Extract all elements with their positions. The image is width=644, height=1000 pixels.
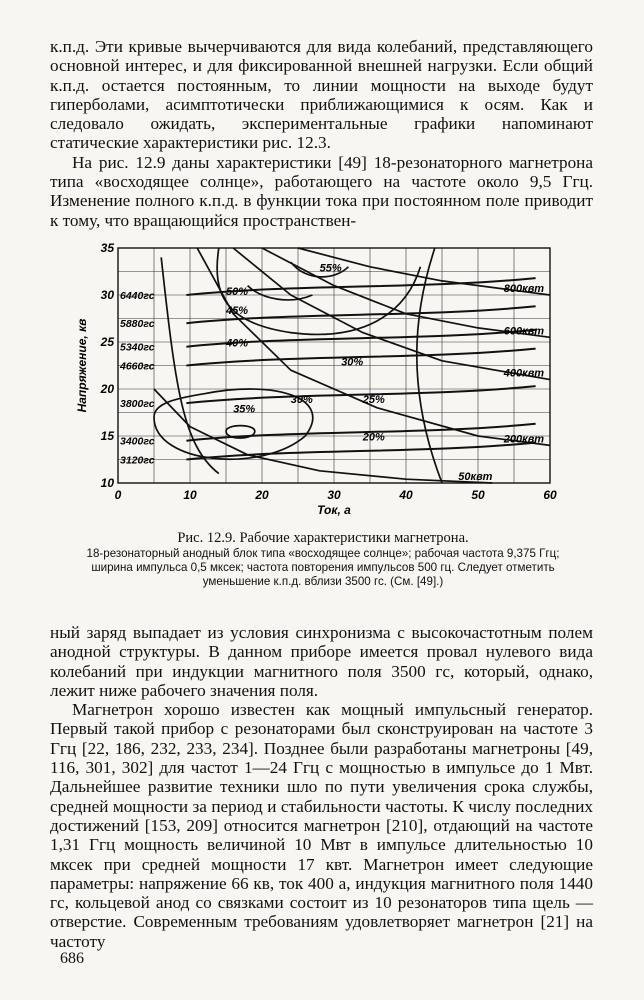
power-line-label: 200квт: [503, 433, 544, 446]
operating-characteristics-chart: [75, 238, 578, 528]
y-tick-label: 25: [100, 335, 114, 349]
power-line-label: 800квт: [503, 283, 544, 295]
page-number: 686: [60, 950, 84, 967]
efficiency-label: 35%: [233, 403, 256, 416]
field-line-label: 5340гс: [120, 341, 155, 354]
efficiency-label: 45%: [226, 304, 249, 317]
field-line-label: 5880гс: [120, 318, 155, 331]
x-tick-label: 50: [471, 488, 485, 502]
x-tick-label: 30: [327, 488, 341, 502]
efficiency-label: 25%: [362, 394, 385, 407]
efficiency-label: 40%: [226, 337, 249, 350]
power-line-label: 400квт: [503, 367, 544, 380]
y-axis-label: Напряжение, кв: [75, 318, 89, 413]
x-tick-label: 10: [183, 488, 197, 502]
x-axis-label: Ток, а: [317, 503, 351, 517]
x-tick-label: 60: [543, 488, 557, 502]
efficiency-label: 30%: [341, 356, 364, 369]
y-tick-label: 30: [100, 288, 114, 302]
figure-caption: Рис. 12.9. Рабочие характеристики магнетрона.: [177, 530, 469, 546]
figure-caption-note: 18-резонаторный анодный блок типа «восходящее солнце»; рабочая частота 9,375 Ггц; ширина импульса 0,5 мксек; частота повторения импульсов 500 гц. Следует отметить уменьшение к.п.д. вблизи 3500 гс. (См. [49].): [86, 547, 560, 588]
x-tick-label: 0: [114, 488, 122, 502]
paragraph: На рис. 12.9 даны характеристики [49] 18-резонаторного магнетрона типа «восходящее солнце», работающего на частоте около 9,5 Ггц. Изменение полного к.п.д. в функции тока при постоянном поле приводит к тому, что вращающийся пространствен-: [50, 152, 593, 230]
y-tick-label: 10: [100, 476, 114, 490]
top-text: [50, 37, 593, 230]
x-tick-label: 20: [255, 488, 269, 502]
efficiency-label: 55%: [319, 262, 342, 275]
efficiency-label: 20%: [362, 431, 385, 444]
x-tick-label: 40: [399, 488, 413, 502]
y-tick-label: 35: [100, 241, 114, 255]
bottom-text: [50, 623, 593, 951]
paragraph: к.п.д. Эти кривые вычерчиваются для вида колебаний, представляющего основной интерес, и для фиксированной внешней нагрузки. Если общий к.п.д. остается постоянным, то линии мощности на выходе будут гиперболами, асимптотически приближающимися к осям. Как и следовало ожидать, экспериментальные графики напоминают статические характеристики рис. 12.3.: [50, 37, 593, 153]
y-tick-label: 15: [100, 429, 114, 443]
efficiency-label: 30%: [290, 394, 313, 407]
paragraph: Магнетрон хорошо известен как мощный импульсный генератор. Первый такой прибор с резонаторами был сконструирован на частоте 3 Ггц [22, 186, 232, 233, 234]. Позднее были разработаны магнетроны [49, 116, 301, 302] для частот 1—24 Ггц с мощностью в импульсе до 1 Мвт. Дальнейшее развитие техники шло по пути увеличения срока службы, средней мощности за период и стабильности частоты. К числу последних достижений [153, 209] относится магнетрон [210], отдающий на частоте 1,31 Ггц мощность величиной 10 Мвт в импульсе длительностью 10 мксек при средней мощности 17 квт. Магнетрон имеет следующие параметры: напряжение 66 кв, ток 400 а, индукция магнитного поля 1440 гс, кольцевой анод со связками состоит из 10 резонаторов типа щель — отверстие. Современным требованиям удовлетворяет магнетрон [21] на частоту: [50, 700, 593, 951]
efficiency-label: 50%: [226, 286, 249, 298]
paragraph: ный заряд выпадает из условия синхронизма с высокочастотным полем анодной структуры. В данном приборе имеется провал нулевого вида колебаний при индукции магнитного поля 3500 гс, который, однако, лежит ниже рабочего значения поля.: [50, 623, 593, 700]
field-line-label: 3120гс: [120, 454, 155, 467]
power-line: [197, 248, 550, 445]
field-line-label: 6440гс: [120, 290, 155, 302]
field-line-label: 3800гс: [120, 398, 155, 411]
y-tick-label: 20: [100, 382, 114, 396]
power-line-label: 50квт: [458, 471, 493, 483]
field-line-label: 3400гс: [120, 435, 155, 448]
field-line-label: 4660гс: [120, 360, 155, 373]
power-line-label: 600квт: [503, 325, 544, 338]
